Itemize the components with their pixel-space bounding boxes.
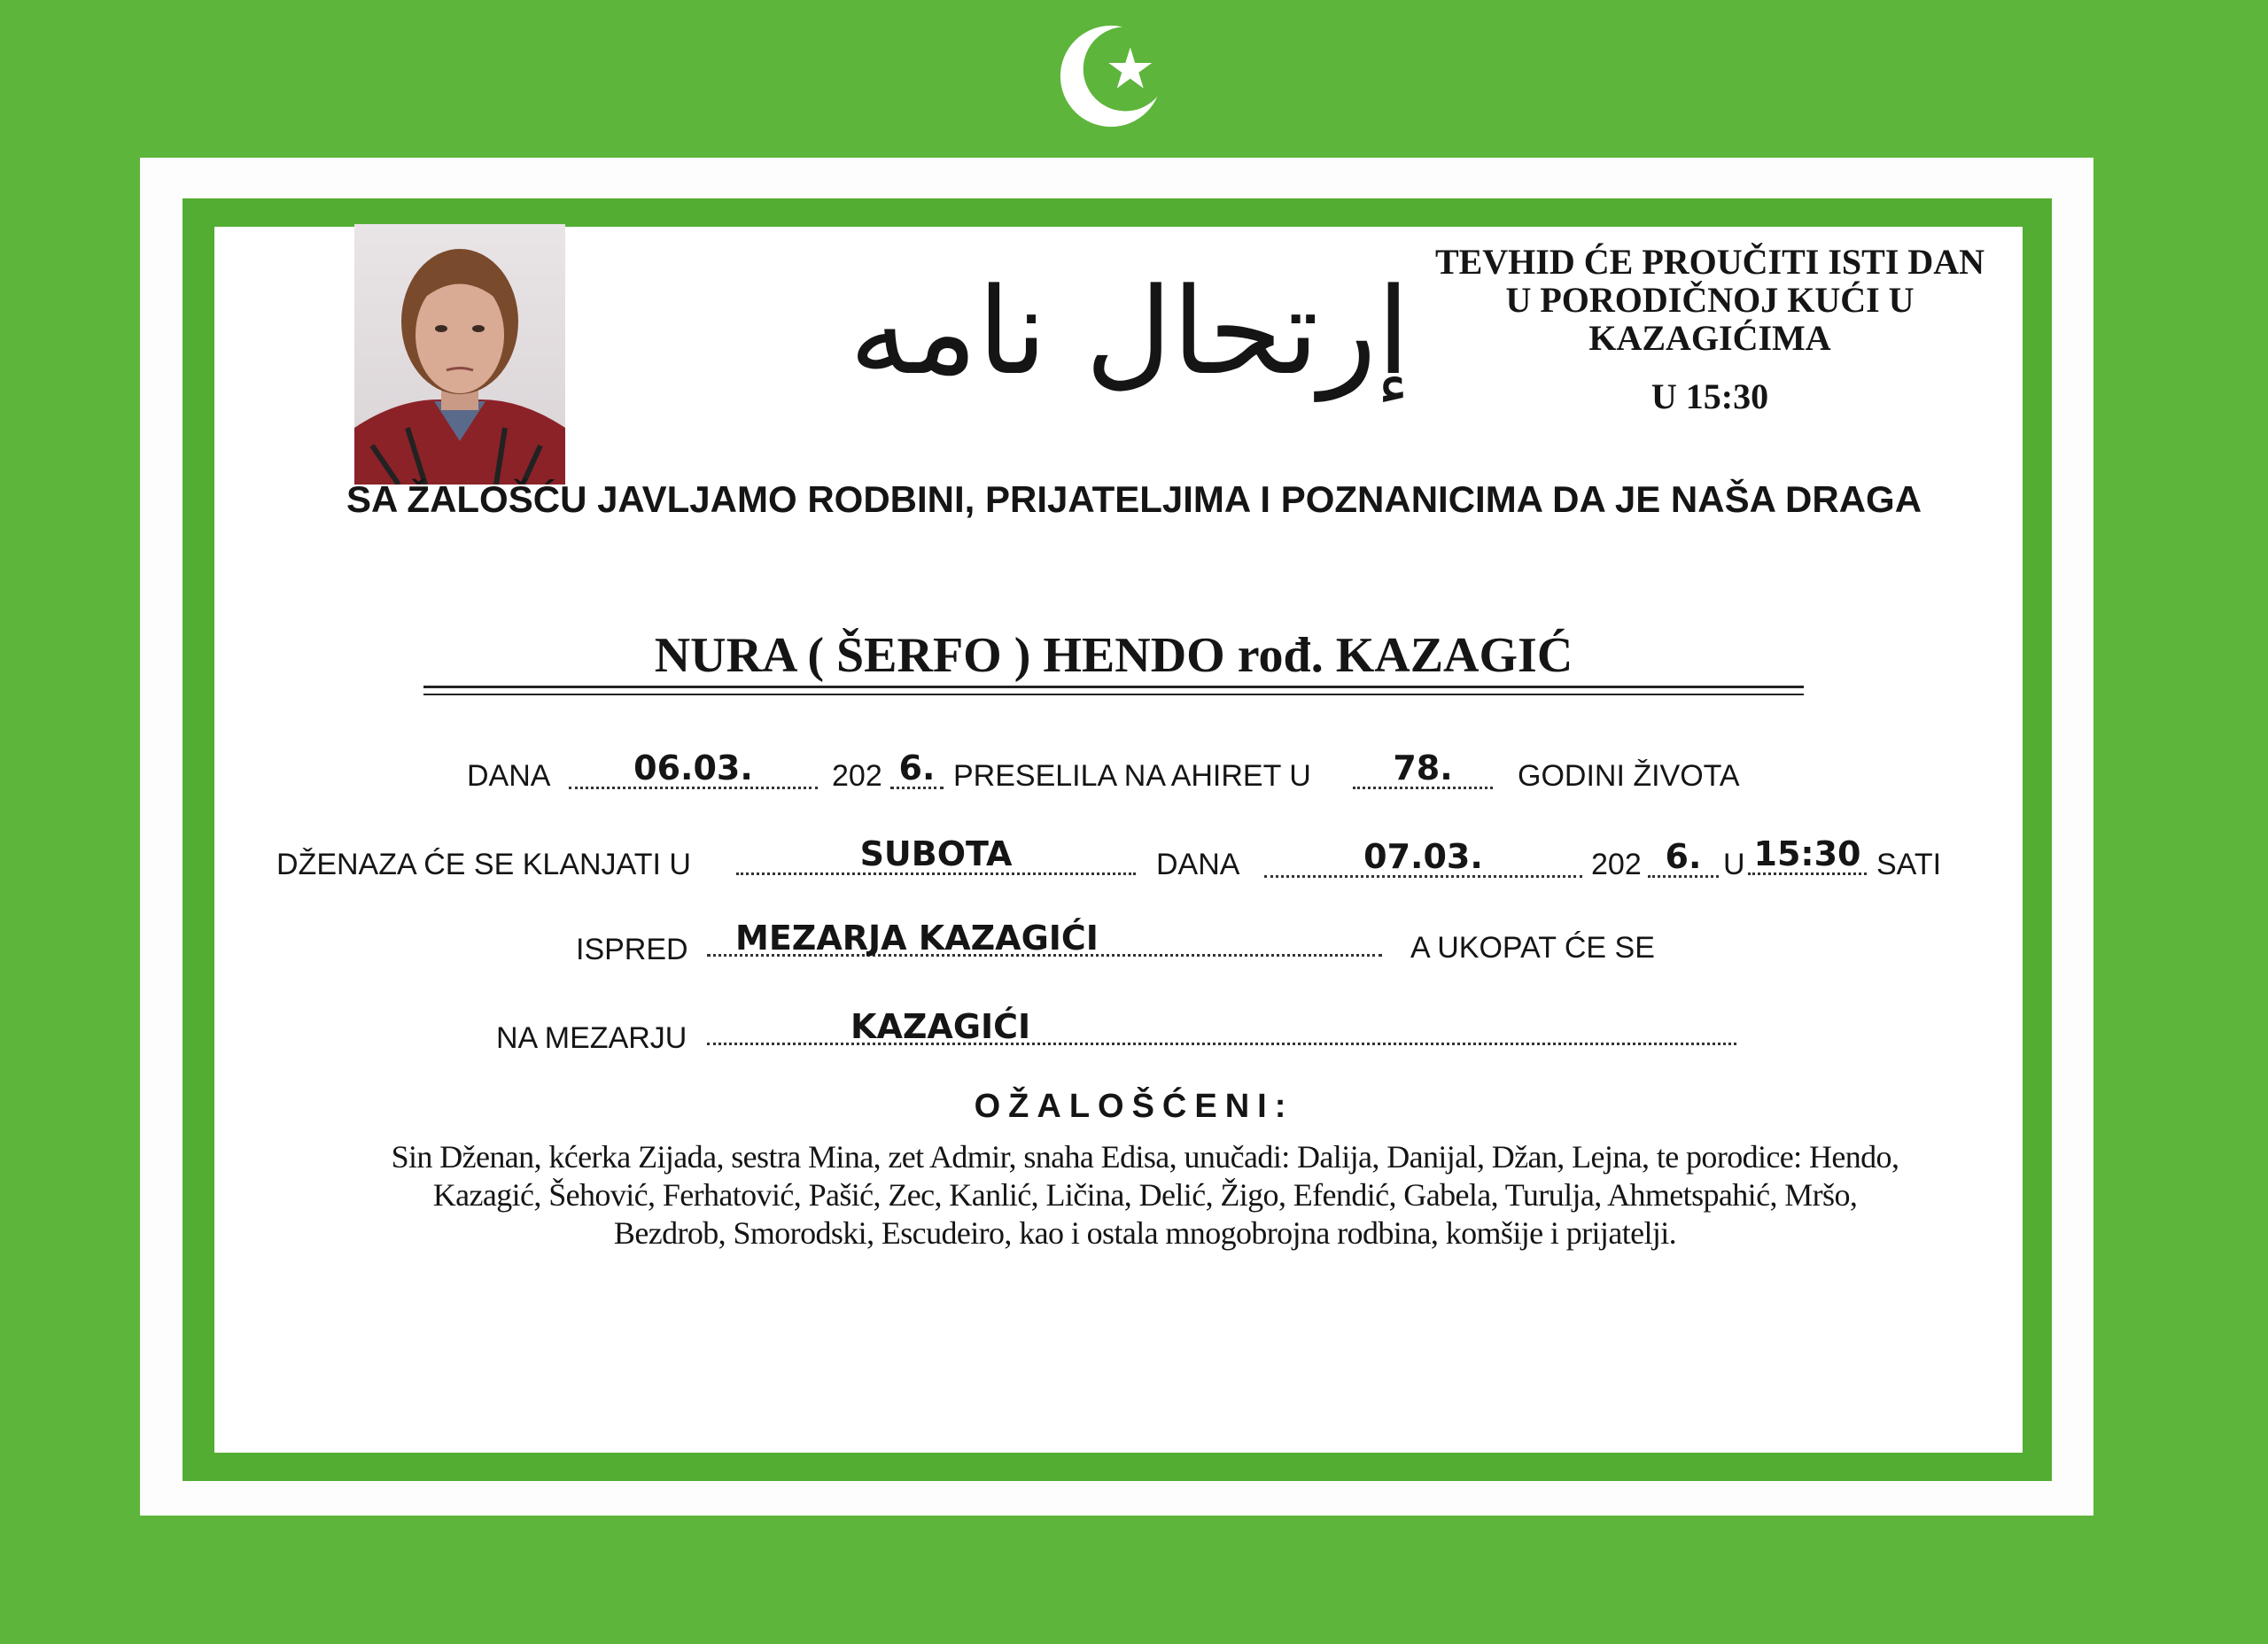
crescent-star-icon — [1051, 16, 1171, 136]
mourners-list — [257, 1138, 2033, 1252]
deceased-name: NURA ( ŠERFO ) HENDO rođ. KAZAGIĆ — [654, 628, 1573, 683]
label-year-prefix: 202 — [832, 759, 882, 793]
mourners-line: Bezdrob, Smorodski, Escudeiro, kao i ostala mnogobrojna rodbina, komšije i prijatelji. — [613, 1215, 1677, 1251]
label-dana: DANA — [1156, 848, 1240, 881]
label-u: U — [1723, 848, 1745, 881]
label-year-prefix: 202 — [1591, 848, 1642, 881]
label-ispred: ISPRED — [576, 933, 688, 966]
funeral-date-field: 07.03. — [1264, 840, 1582, 878]
age-field: 78. — [1353, 751, 1493, 789]
label-sati: SATI — [1876, 848, 1942, 881]
label-preselila: PRESELILA NA AHIRET U — [953, 759, 1311, 793]
label-dzenaza: DŽENAZA ĆE SE KLANJATI U — [276, 848, 691, 881]
mourners-title: OŽALOŠĆENI: — [974, 1088, 1294, 1125]
funeral-time-field: 15:30 — [1748, 837, 1867, 875]
cemetery-field: KAZAGIĆI — [707, 1010, 1736, 1045]
name-underline — [423, 686, 1804, 688]
funeral-year-field: 6. — [1648, 840, 1719, 878]
announcement-headline: SA ŽALOŠĆU JAVLJAMO RODBINI, PRIJATELJIMA I POZNANICIMA DA JE NAŠA DRAGA — [346, 478, 1922, 520]
label-ukopat: A UKOPAT ĆE SE — [1410, 931, 1655, 965]
mourners-line: Sin Dženan, kćerka Zijada, sestra Mina, zet Admir, snaha Edisa, unučadi: Dalija, Danijal, Džan, Lejna, te porodice: Hendo, — [391, 1139, 1899, 1175]
funeral-day-field: SUBOTA — [736, 837, 1136, 875]
label-na-mezarju: NA MEZARJU — [496, 1021, 687, 1055]
tevhid-line: TEVHID ĆE PROUČITI ISTI DAN — [1434, 242, 1985, 282]
name-underline — [423, 694, 1804, 695]
tevhid-time: U 15:30 — [1651, 376, 1769, 416]
deceased-photo — [354, 224, 565, 485]
mourners-line: Kazagić, Šehović, Ferhatović, Pašić, Zec, Kanlić, Ličina, Delić, Žigo, Efendić, Gabela, Turulja, Ahmetspahić, Mršo, — [432, 1177, 1858, 1213]
label-dana: DANA — [467, 759, 551, 793]
tevhid-line: KAZAGIĆIMA — [1588, 318, 1831, 358]
death-date-field: 06.03. — [569, 751, 818, 789]
funeral-place-field: MEZARJA KAZAGIĆI — [707, 921, 1382, 957]
tevhid-line: U PORODIČNOJ KUĆI U — [1505, 280, 1915, 320]
label-godini: GODINI ŽIVOTA — [1518, 759, 1740, 793]
death-year-field: 6. — [890, 751, 944, 789]
arabic-title: إرتحال نامه — [849, 262, 1410, 401]
